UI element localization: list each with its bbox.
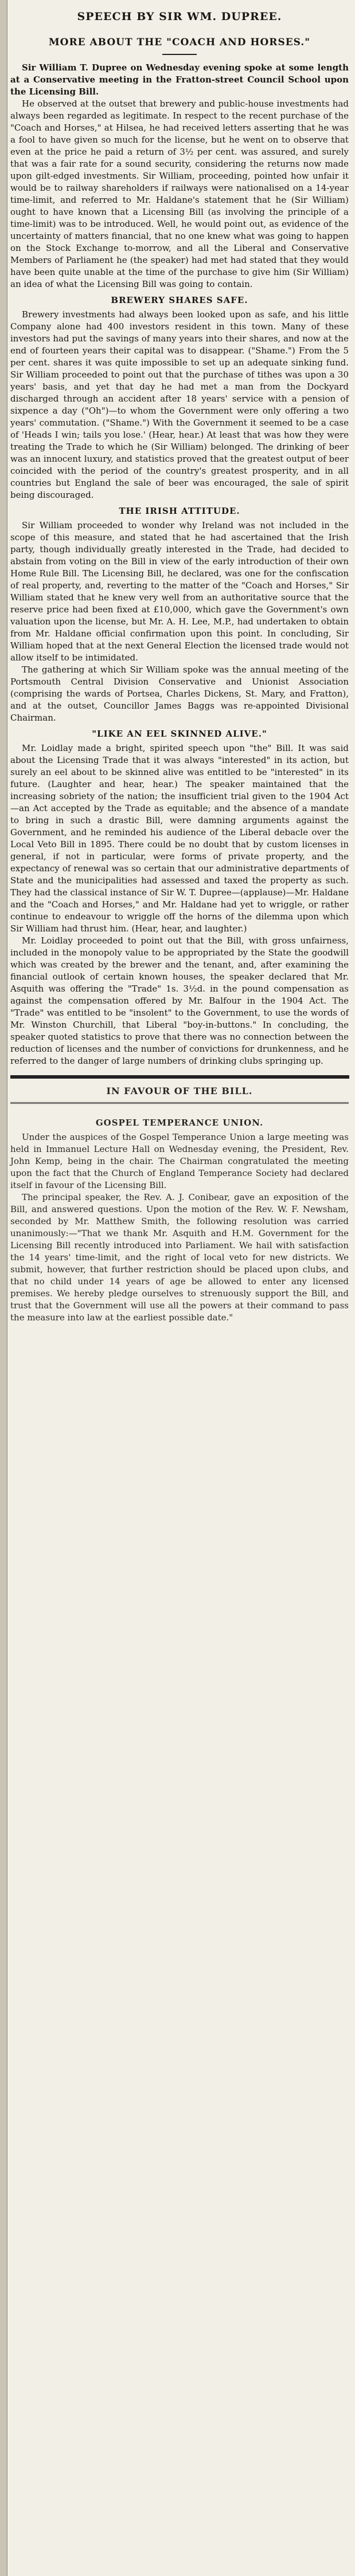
paragraph: Under the auspices of the Gospel Temperance Union a large meeting was held in Immanuel Lecture Hall on Wednesday evening, the President, Rev. John Kemp, being in the chair. The Chairman congratulated the meeting upon the fact that the Church of England Temperance Society had declared itself in favour of the Licensing Bill. [10, 1132, 349, 1190]
article-subtitle: GOSPEL TEMPERANCE UNION. [95, 1118, 264, 1128]
article-speech [10, 0, 349, 1067]
article-title: IN FAVOUR OF THE BILL. [106, 1086, 253, 1096]
paragraph: Brewery investments had always been looked upon as safe, and his little Company alone had 400 investors resident in this town. Many of these investors had put the savings of many years into their shares, and now at the end of fourteen years their capital was to disappear. ("Shame.") From the 5 per cent. shares it was quite impossible to set up an adequate sinking fund. Sir William proceeded to point out that the purchase of tithes was upon a 30 years' basis, and yet that day he had met a man from the Dockyard discharged through an accident after 18 years' service with a pension of sixpence a day ("Oh")—to whom the Government were only offering a two years' commutation. ("Shame.") With the Government it seemed to be a case of 'Heads I win; tails you lose.' (Hear, hear.) At least that was how they were treating the Trade to which he (Sir William) belonged. The drinking of beer was an innocent luxury, and statistics proved that the greatest output of beer coincided with the period of the country's greatest prosperity, and in all countries but England the sale of beer was encouraged, the sale of spirit being discouraged. [10, 309, 349, 500]
paragraph: He observed at the outset that brewery and public-house investments had always been regarded as legitimate. In respect to the recent purchase of the "Coach and Horses," at Hilsea, he had received letters asserting that he was a fool to have given so much for the license, but he went on to observe that even at the price he paid a return of 3½ per cent. was assured, and surely that was a fair rate for a sound security, considering the returns now made upon gilt-edged investments. Sir William, proceeding, pointed how unfair it would be to railway shareholders if railways were nationalised on a 14-year time-limit, and referred to Mr. Haldane's statement that he (Sir William) ought to have known that a Licensing Bill (as involving the principle of a time-limit) was to be introduced. Well, he would point out, as evidence of the uncertainty of matters financial, that no one knew what was going to happen on the Stock Exchange to-morrow, and all the Liberal and Conservative Members of Parliament he (the speaker) had met had stated that they would have been quite unable at the time of the purchase to give him (Sir William) an idea of what the Licensing Bill was going to contain. [10, 99, 349, 289]
paragraph: Sir William proceeded to wonder why Ireland was not included in the scope of this measure, and stated that he had ascertained that the Irish party, though individually greatly interested in the Trade, had decided to abstain from voting on the Bill in view of the early introduction of their own Home Rule Bill. The Licensing Bill, he declared, was one for the confiscation of real property, and, reverting to the matter of the "Coach and Horses," Sir William stated that he knew very well from an authoritative source that the reserve price had been fixed at £10,000, which gave the Government's own valuation upon the license, but Mr. A. H. Lee, M.P., had undertaken to obtain from Mr. Haldane official confirmation upon this point. In concluding, Sir William hoped that at the next General Election the licensed trade would not allow itself to be intimidated. [10, 520, 349, 663]
section-heading: BREWERY SHARES SAFE. [111, 295, 248, 305]
article-subtitle: MORE ABOUT THE "COACH AND HORSES." [48, 37, 311, 48]
divider [162, 54, 197, 55]
section-heading: THE IRISH ATTITUDE. [119, 506, 240, 516]
article-separator [10, 1075, 349, 1079]
divider [10, 1102, 349, 1106]
lead-paragraph: Sir William T. Dupree on Wednesday evening spoke at some length at a Conservative meeting in the Fratton-street Council School upon the Licensing Bill. [10, 62, 349, 97]
paragraph: Mr. Loidlay made a bright, spirited speech upon "the" Bill. It was said about the Licensing Trade that it was always "interested" in its action, but surely an eel about to be skinned alive was entitled to be "interested" in its future. (Laughter and hear, hear.) The speaker maintained that the increasing sobriety of the nation; the insufficient trial given to the 1904 Act—an Act accepted by the Trade as equitable; and the absence of a mandate to bring in such a drastic Bill, were damning arguments against the Government, and he reminded his audience of the Liberal debacle over the Local Veto Bill in 1895. There could be no doubt that by custom licenses in general, if not in particular, were forms of private property, and the expectancy of renewal was so certain that our administrative departments of State and the municipalities had assessed and taxed the property as such. They had the classical instance of Sir W. T. Dupree—(applause)—Mr. Haldane and the "Coach and Horses," and Mr. Haldane had yet to wriggle, or rather continue to endeavour to wriggle off the horns of the dilemma upon which Sir William had thrust him. (Hear, hear, and laughter.) [10, 743, 349, 934]
paragraph: The principal speaker, the Rev. A. J. Conibear, gave an exposition of the Bill, and answered questions. Upon the motion of the Rev. W. F. Newsham, seconded by Mr. Matthew Smith, the following resolution was carried unanimously:—"That we thank Mr. Asquith and H.M. Government for the Licensing Bill recently introduced into Parliament. We hail with satisfaction the 14 years' time-limit, and the right of local veto for new districts. We submit, however, that further restriction should be placed upon clubs, and that no child under 14 years of age be allowed to enter any licensed premises. We hereby pledge ourselves to strenuously support the Bill, and trust that the Government will use all the powers at their command to pass the measure into law at the earliest possible date." [10, 1192, 349, 1323]
article-title: SPEECH BY SIR WM. DUPREE. [77, 10, 282, 23]
article-temperance [10, 1086, 349, 1324]
section-heading: "LIKE AN EEL SKINNED ALIVE." [92, 729, 267, 739]
paragraph: The gathering at which Sir William spoke was the annual meeting of the Portsmouth Central Division Conservative and Unionist Association (comprising the wards of Portsea, Charles Dickens, St. Mary, and Fratton), and at the outset, Councillor James Baggs was re-appointed Divisional Chairman. [10, 664, 349, 723]
paragraph: Mr. Loidlay proceeded to point out that the Bill, with gross unfairness, included in the monopoly value to be appropriated by the State the goodwill which was created by the brewer and the tenant, and, after examining the financial outlook of certain known houses, the speaker declared that Mr. Asquith was offering the "Trade" 1s. 3½d. in the pound compensation as against the compensation offered by Mr. Balfour in the 1904 Act. The "Trade" was entitled to be "insolent" to the Government, to use the words of Mr. Winston Churchill, that Liberal "boy-in-buttons." In concluding, the speaker quoted statistics to prove that there was no connection between the reduction of licenses and the number of convictions for drunkenness, and he referred to the danger of large numbers of drinking clubs springing up. [10, 935, 349, 1066]
